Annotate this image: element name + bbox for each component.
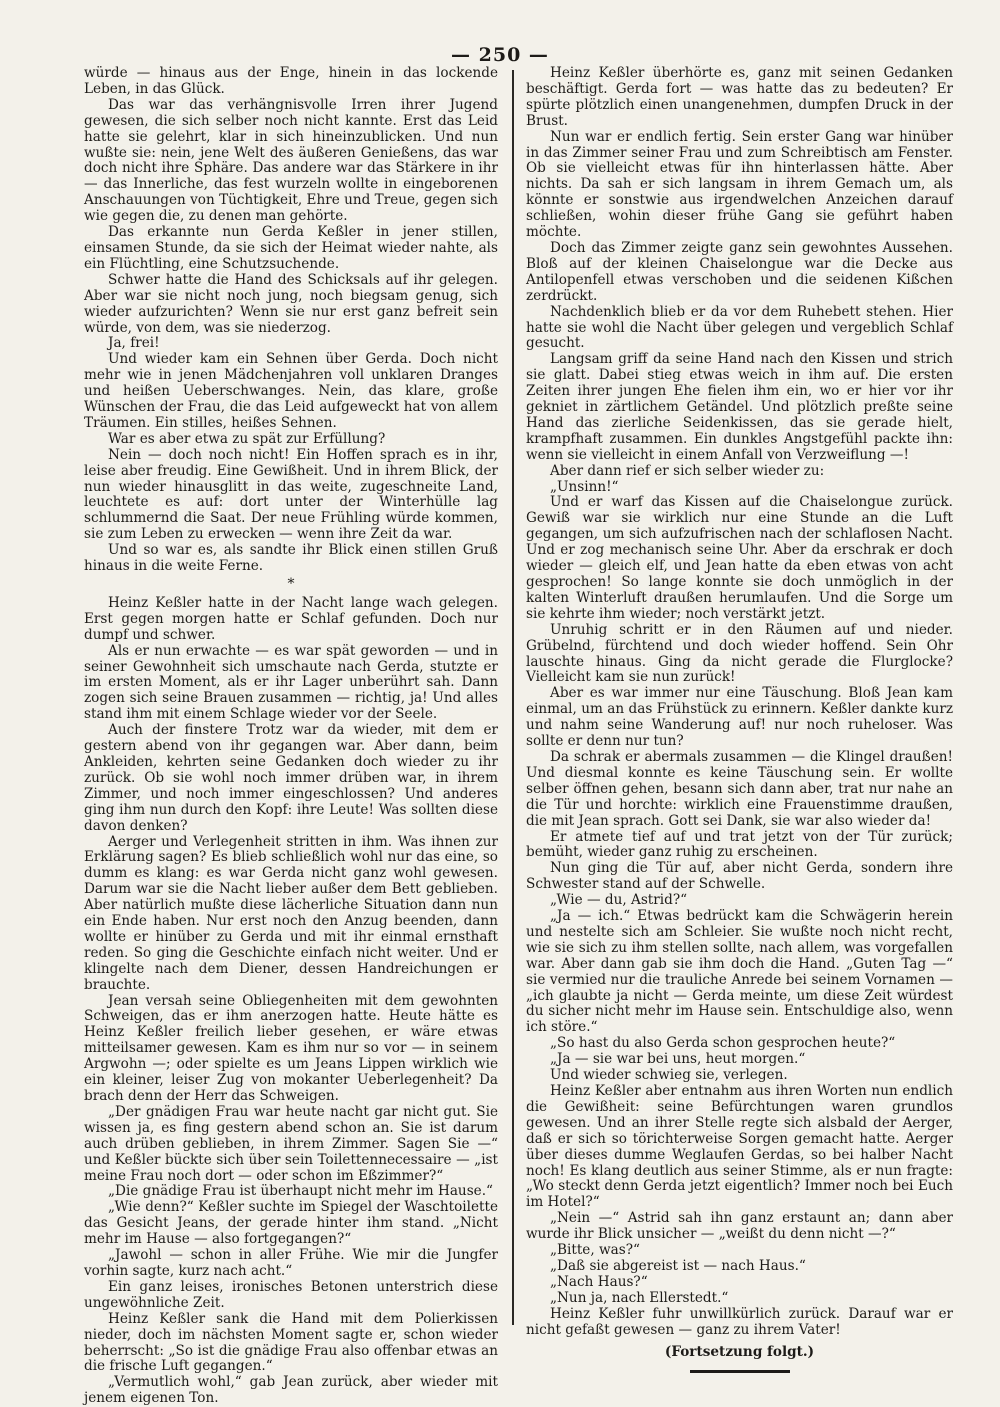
column-divider — [512, 70, 514, 1325]
paragraph: Nein — doch noch nicht! Ein Hoffen sprach es in ihr, leise aber freudig. Eine Gewißheit. Und in ihrem Blick, der nun wieder hinausglitt in das weite, zugeschneite Land, leuchtete es auf: dort unter der Winterhülle lag schlummernd die Saat. Der neue Frühling würde kommen, sie zum Leben zu erwecken — wenn ihre Zeit da war. — [84, 446, 498, 543]
paragraph: „Wie — du, Astrid?“ — [550, 892, 688, 909]
paragraph: „Unsinn!“ — [550, 478, 619, 495]
paragraph: Er atmete tief auf und trat jetzt von der Tür zurück; bemüht, wieder ganz ruhig zu erscheinen. — [526, 828, 953, 861]
paragraph: Ein ganz leises, ironisches Betonen unterstrich diese ungewöhnliche Zeit. — [84, 1278, 498, 1311]
paragraph: „Wie denn?“ Keßler suchte im Spiegel der Waschtoilette das Gesicht Jeans, der gerade hinter ihm stand. „Nicht mehr im Hause — also fortgegangen?“ — [84, 1199, 498, 1248]
paragraph: „Vermutlich wohl,“ gab Jean zurück, aber wieder mit jenem eigenen Ton. — [84, 1374, 498, 1407]
paragraph: „Ja — ich.“ Etwas bedrückt kam die Schwägerin herein und nestelte sich am Schleier. Sie wußte noch nicht recht, wie sie sich zu ihm stellen sollte, nach allem, was vorgefallen war. Aber dann gab sie ihm doch die Hand. „Guten Tag —“ sie vermied nur die trauliche Anrede bei seinem Vornamen — „ich glaubte ja nicht — Gerda meinte, um diese Zeit würdest du sicher nicht mehr im Hause sein. Entschuldige also, wenn ich störe.“ — [526, 908, 953, 1036]
paragraph: Und wieder schwieg sie, verlegen. — [550, 1067, 788, 1084]
paragraph: Schwer hatte die Hand des Schicksals auf ihr gelegen. Aber war sie nicht noch jung, noch biegsam genug, sich wieder aufzurichten? Wenn sie nur erst ganz befreit sein würde, von dem, was sie niederzog. — [84, 271, 498, 336]
paragraph: würde — hinaus aus der Enge, hinein in das lockende Leben, in das Glück. — [84, 65, 498, 97]
paragraph: Unruhig schritt er in den Räumen auf und nieder. Grübelnd, fürchtend und doch wieder hoffend. Sein Ohr lauschte hinaus. Ging da nicht gerade die Flurglocke? Vielleicht kam sie nun zurück! — [526, 621, 953, 686]
right-column — [526, 66, 953, 1373]
paragraph: Ja, frei! — [108, 335, 160, 352]
paragraph: „So hast du also Gerda schon gesprochen heute?“ — [550, 1035, 896, 1052]
paragraph: Doch das Zimmer zeigte ganz sein gewohntes Aussehen. Bloß auf der kleinen Chaiselongue war die Decke aus Antilopenfell etwas verschoben und die seidenen Kißchen zerdrückt. — [526, 239, 953, 304]
paragraph: Und wieder kam ein Sehnen über Gerda. Doch nicht mehr wie in jenen Mädchenjahren voll unklaren Dranges und heißen Ueberschwanges. Nein, das klare, große Wünschen der Frau, die das Leid aufgeweckt hat von allem Träumen. Ein stilles, heißes Sehnen. — [84, 351, 498, 431]
paragraph: „Der gnädigen Frau war heute nacht gar nicht gut. Sie wissen ja, es fing gestern abend schon an. Sie ist darum auch drüben geblieben, in ihrem Zimmer. Sagen Sie —“ und Keßler bückte sich über sein Toilettennecessaire — „ist meine Frau noch dort — oder schon im Eßzimmer?“ — [84, 1103, 498, 1184]
left-column — [84, 66, 498, 1407]
paragraph: „Nach Haus?“ — [550, 1273, 648, 1290]
paragraph: „Jawohl — schon in aller Frühe. Wie mir die Jungfer vorhin sagte, kurz nach acht.“ — [84, 1247, 498, 1279]
paragraph: Da schrak er abermals zusammen — die Klingel draußen! Und diesmal konnte es keine Täuschung sein. Er wollte selber öffnen gehen, besann sich dann aber, trat nur nahe an die Tür und horchte: wirklich eine Frauenstimme draußen, die mit Jean sprach. Gott sei Dank, sie war also wieder da! — [526, 748, 953, 829]
end-rule — [690, 1370, 790, 1373]
paragraph: Heinz Keßler aber entnahm aus ihren Worten nun endlich die Gewißheit: seine Befürchtungen waren grundlos gewesen. Und an ihrer Stelle regte sich alsbald der Aerger, daß er sich so törichterweise Sorgen gemacht hatte. Aerger über dieses dumme Weglaufen Gerdas, so bei halber Nacht noch! Es klang deutlich aus seiner Stimme, als er nun fragte: „Wo steckt denn Gerda jetzt eigentlich? Immer noch bei Euch im Hotel?“ — [526, 1083, 953, 1211]
paragraph: Das war das verhängnisvolle Irren ihrer Jugend gewesen, die sich selber noch nicht kannte. Erst das Leid hatte sie gelehrt, klar in sich hineinzublicken. Und nun wußte sie: nein, jene Welt des äußeren Genießens, das war doch nicht ihre Sphäre. Das andere war das Stärkere in ihr — das Innerliche, das fest wurzeln wollte in eingeborenen Anschauungen von Tüchtigkeit, Ehre und Treue, gegen sich wie gegen die, zu denen man gehörte. — [84, 96, 498, 225]
paragraph: „Nein —“ Astrid sah ihn ganz erstaunt an; dann aber wurde ihr Blick unsicher — „weißt du denn nicht —?“ — [526, 1210, 953, 1243]
left-paragraphs-continued — [84, 596, 498, 1407]
paragraph: Aber es war immer nur eine Täuschung. Bloß Jean kam einmal, um an das Frühstück zu erinnern. Keßler dankte kurz und nahm seine Wanderung auf! nur noch ruheloser. Was sollte er denn nur tun? — [526, 685, 953, 750]
paragraph: Heinz Keßler fuhr unwillkürlich zurück. Darauf war er nicht gefaßt gewesen — ganz zu ihrem Vater! — [526, 1305, 953, 1338]
page-number: — 250 — — [451, 44, 549, 66]
paragraph: Heinz Keßler hatte in der Nacht lange wach gelegen. Erst gegen morgen hatte er Schlaf gefunden. Doch nur dumpf und schwer. — [84, 594, 498, 643]
paragraph: Jean versah seine Obliegenheiten mit dem gewohnten Schweigen, das er ihm anerzogen hatte. Heute hätte es Heinz Keßler freilich lieber gesehen, er wäre etwas mitteilsamer gewesen. Kam es ihm nur so vor — in seinem Argwohn —; oder spielte es um Jeans Lippen wirklich wie ein kleiner, leiser Zug von mokanter Ueberlegenheit? Da brach denn der Herr das Schweigen. — [84, 992, 498, 1104]
paragraph: Langsam griff da seine Hand nach den Kissen und strich sie glatt. Dabei stieg etwas weich in ihm auf. Die ersten Zeiten ihrer jungen Ehe fielen ihm ein, wo er hier vor ihr gekniet in zärtlichem Getändel. Und plötzlich preßte seine Hand das zierliche Seidenkissen, das sie gerade hielt, krampfhaft zusammen. Ein dunkles Angstgefühl packte ihn: wenn sie vielleicht in einem Anfall von Verzweiflung —! — [526, 351, 953, 463]
paragraph: Heinz Keßler überhörte es, ganz mit seinen Gedanken beschäftigt. Gerda fort — was hatte das zu bedeuten? Er spürte plötzlich einen unangenehmen, dumpfen Druck in der Brust. — [526, 65, 953, 129]
paragraph: „Ja — sie war bei uns, heut morgen.“ — [550, 1051, 806, 1068]
paragraph: Nun ging die Tür auf, aber nicht Gerda, sondern ihre Schwester stand auf der Schwelle. — [526, 860, 953, 893]
paragraph: Aber dann rief er sich selber wieder zu: — [550, 462, 825, 479]
paragraph: Als er nun erwachte — es war spät geworden — und in seiner Gewohnheit sich umschaute nach Gerda, stutzte er im ersten Moment, als er ihr Lager unberührt sah. Dann zogen sich seine Brauen zusammen — richtig, ja! Und alles stand ihm mit einem Schlage wieder vor der Seele. — [84, 642, 498, 723]
paragraph: Auch der finstere Trotz war da wieder, mit dem er gestern abend von ihr gegangen war. Aber dann, beim Ankleiden, kehrten seine Gedanken doch wieder zu ihr zurück. Ob sie wohl noch immer drüben war, in ihrem Zimmer, und noch immer eingeschlossen? Und anderes ging ihm nun durch den Kopf: ihre Leute! Was sollten diese davon denken? — [84, 722, 498, 834]
paragraph: Aerger und Verlegenheit stritten in ihm. Was ihnen zur Erklärung sagen? Es blieb schließlich wohl nur das eine, so dumm es klang: es war Gerda nicht ganz wohl gewesen. Darum war sie die Nacht lieber außer dem Bett geblieben. Aber natürlich mußte diese lächerliche Situation dann nun ein Ende haben. Nur erst noch den Anzug beenden, dann wollte er hinüber zu Gerda und mit ihr einmal ernsthaft reden. So ging die Geschichte einfach nicht weiter. Und er klingelte nach dem Diener, dessen Handreichungen er brauchte. — [84, 833, 498, 993]
paragraph: Das erkannte nun Gerda Keßler in jener stillen, einsamen Stunde, da sie sich der Heimat wieder nahte, als ein Flüchtling, eine Schutzsuchende. — [84, 224, 498, 272]
paragraph: „Daß sie abgereist ist — nach Haus.“ — [550, 1257, 806, 1274]
paragraph: Nachdenklich blieb er da vor dem Ruhebett stehen. Hier hatte sie wohl die Nacht über gelegen und vergeblich Schlaf gesucht. — [526, 303, 953, 352]
right-paragraphs — [526, 66, 953, 1339]
paragraph: Heinz Keßler sank die Hand mit dem Polierkissen nieder, doch im nächsten Moment sagte er, schon wieder beherrscht: „So ist die gnädige Frau also offenbar etwas an die frische Luft gegangen.“ — [84, 1310, 498, 1375]
left-paragraphs — [84, 66, 498, 575]
paragraph: „Bitte, was?“ — [550, 1242, 640, 1259]
paragraph: „Nun ja, nach Ellerstedt.“ — [550, 1289, 729, 1306]
paragraph: „Die gnädige Frau ist überhaupt nicht mehr im Hause.“ — [108, 1183, 493, 1200]
paragraph: Und er warf das Kissen auf die Chaiselongue zurück. Gewiß war sie wirklich nur eine Stunde an die Luft gegangen, um sich aufzufrischen nach der schlaflosen Nacht. Und er zog mechanisch seine Uhr. Aber da erschrak er doch wieder — gleich elf, und Jean hatte da eben etwas von acht gesprochen! So lange konnte sie doch unmöglich in der kalten Winterluft draußen herumlaufen. Und die Sorge um sie kehrte ihm wieder; noch verstärkt jetzt. — [526, 494, 953, 622]
section-separator: * — [287, 576, 295, 592]
paragraph: Nun war er endlich fertig. Sein erster Gang war hinüber in das Zimmer seiner Frau und zum Schreibtisch am Fenster. Ob sie vielleicht etwas für ihn hinterlassen hätte. Aber nichts. Da sah er sich langsam in ihrem Gemach um, als könnte er sonstwie aus irgendwelchen Anzeichen darauf schließen, wohin dieser frühe Gang sie geführt haben möchte. — [526, 128, 953, 241]
paragraph: War es aber etwa zu spät zur Erfüllung? — [108, 430, 386, 447]
continued-note: (Fortsetzung folgt.) — [664, 1343, 815, 1360]
paragraph: Und so war es, als sandte ihr Blick einen stillen Gruß hinaus in die weite Ferne. — [84, 542, 498, 575]
